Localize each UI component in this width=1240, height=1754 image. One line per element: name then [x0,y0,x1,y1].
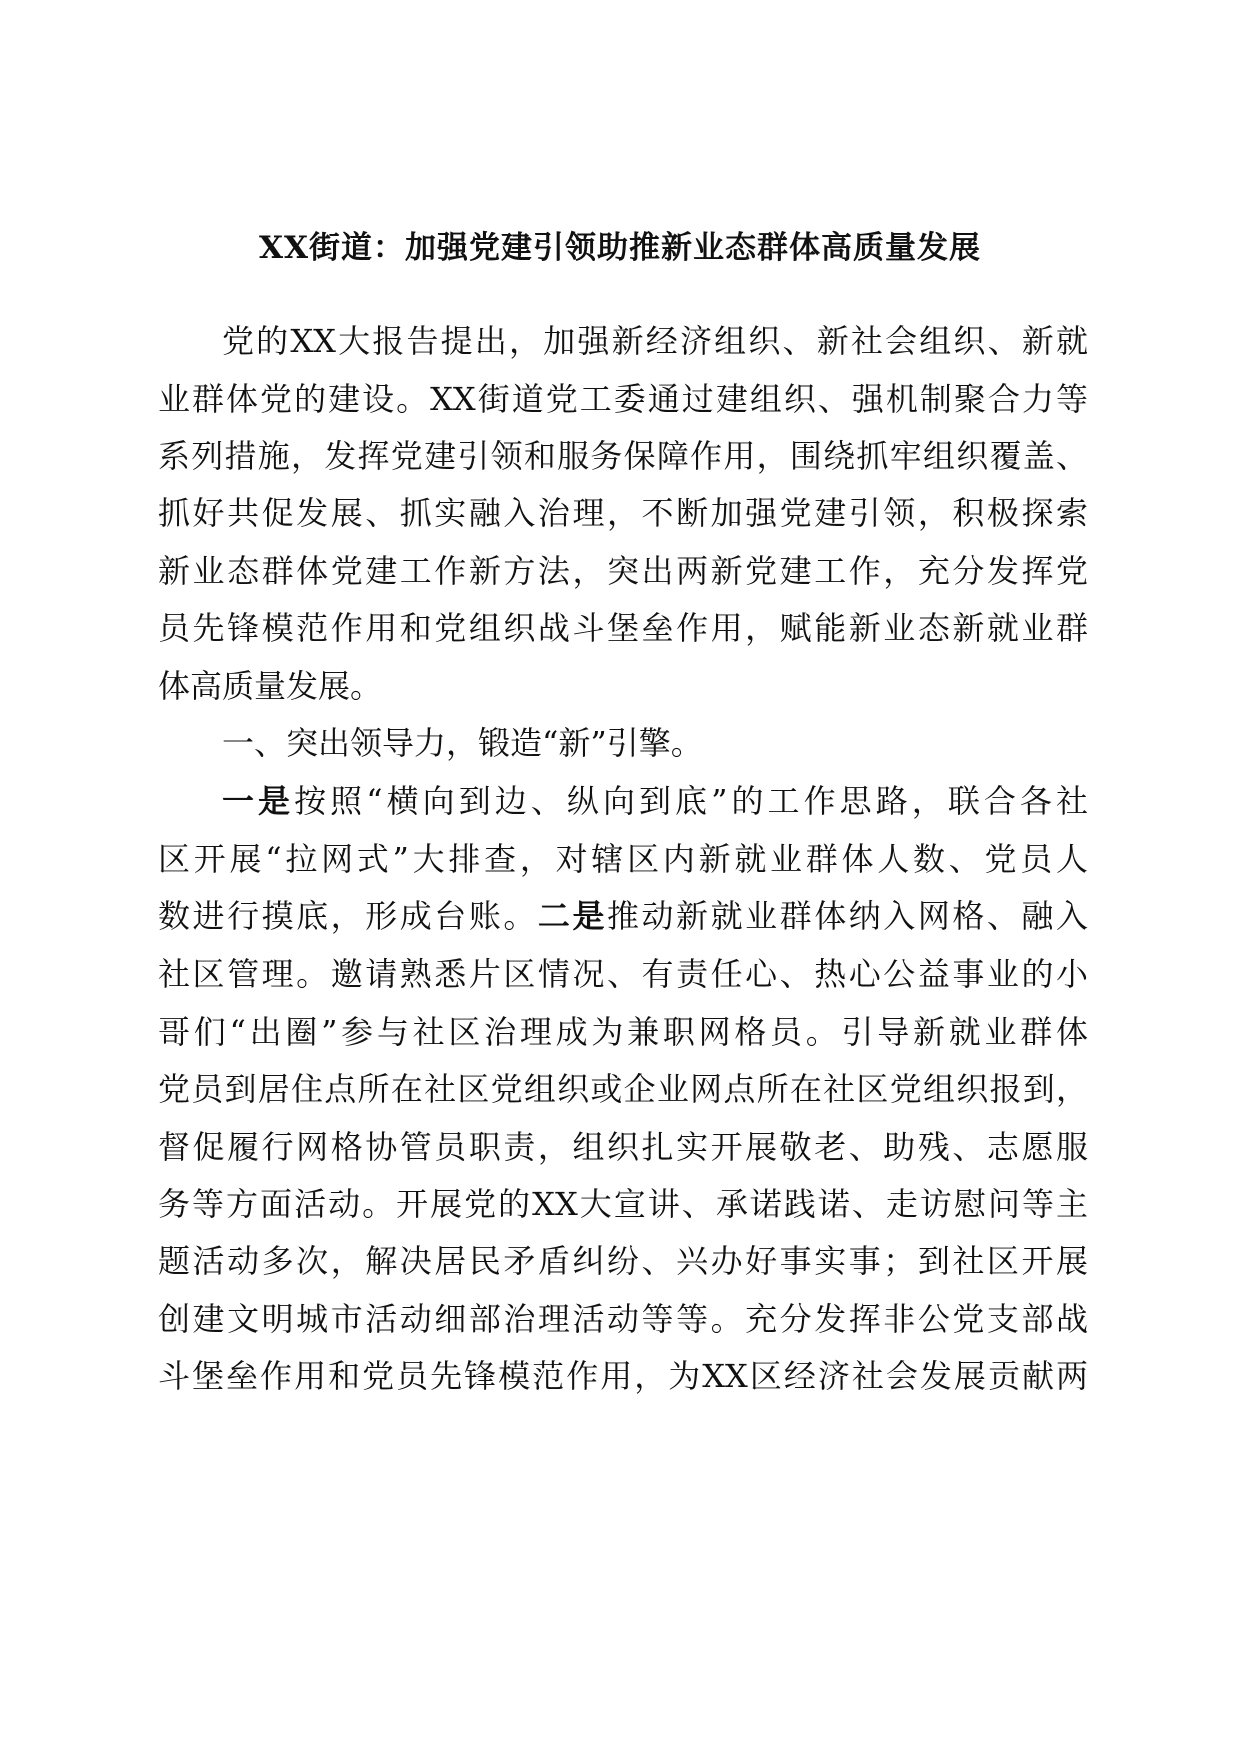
paragraph-line: 业群体党的建设。XX街道党工委通过建组织、强机制聚合力等 [158,380,1088,418]
section-heading: 一、突出领导力，锻造“新”引擎。 [222,724,703,762]
bold-lead: 二是 [537,897,607,935]
paragraph-line: 创建文明城市活动细部治理活动等等。充分发挥非公党支部战 [158,1300,1088,1338]
paragraph-line: 员先锋模范作用和党组织战斗堡垒作用，赋能新业态新就业群 [158,609,1088,647]
paragraph-line: 新业态群体党建工作新方法，突出两新党建工作，充分发挥党 [158,552,1088,590]
paragraph-line [222,768,1088,834]
paragraph-line: 区开展“拉网式”大排查，对辖区内新就业群体人数、党员人 [158,840,1088,878]
paragraph-line: 系列措施，发挥党建引领和服务保障作用，围绕抓牢组织覆盖、 [158,437,1088,475]
paragraph-line: 党的XX大报告提出，加强新经济组织、新社会组织、新就 [222,322,1088,360]
paragraph-line: 督促履行网格协管员职责，组织扎实开展敬老、助残、志愿服 [158,1128,1088,1166]
bold-lead: 一是 [222,782,295,820]
paragraph-line: 党员到居住点所在社区党组织或企业网点所在社区党组织报到， [158,1070,1088,1108]
line-text: 数进行摸底，形成台账。 [158,897,538,935]
paragraph-line [158,883,1088,949]
paragraph-line: 务等方面活动。开展党的XX大宣讲、承诺践诺、走访慰问等主 [158,1185,1088,1223]
paragraph-line: 斗堡垒作用和党员先锋模范作用，为XX区经济社会发展贡献两 [158,1357,1088,1395]
paragraph-line: 体高质量发展。 [158,667,383,705]
paragraph-line: 题活动多次，解决居民矛盾纠纷、兴办好事实事；到社区开展 [158,1242,1088,1280]
paragraph-line: 抓好共促发展、抓实融入治理，不断加强党建引领，积极探索 [158,494,1088,532]
paragraph-line: 哥们“出圈”参与社区治理成为兼职网格员。引导新就业群体 [158,1013,1088,1051]
document-title: XX街道：加强党建引领助推新业态群体高质量发展 [258,230,982,266]
line-text: 按照“横向到边、纵向到底”的工作思路，联合各社 [294,782,1088,820]
line-text: 推动新就业群体纳入网格、融入 [606,897,1088,935]
paragraph-line: 社区管理。邀请熟悉片区情况、有责任心、热心公益事业的小 [158,955,1088,993]
